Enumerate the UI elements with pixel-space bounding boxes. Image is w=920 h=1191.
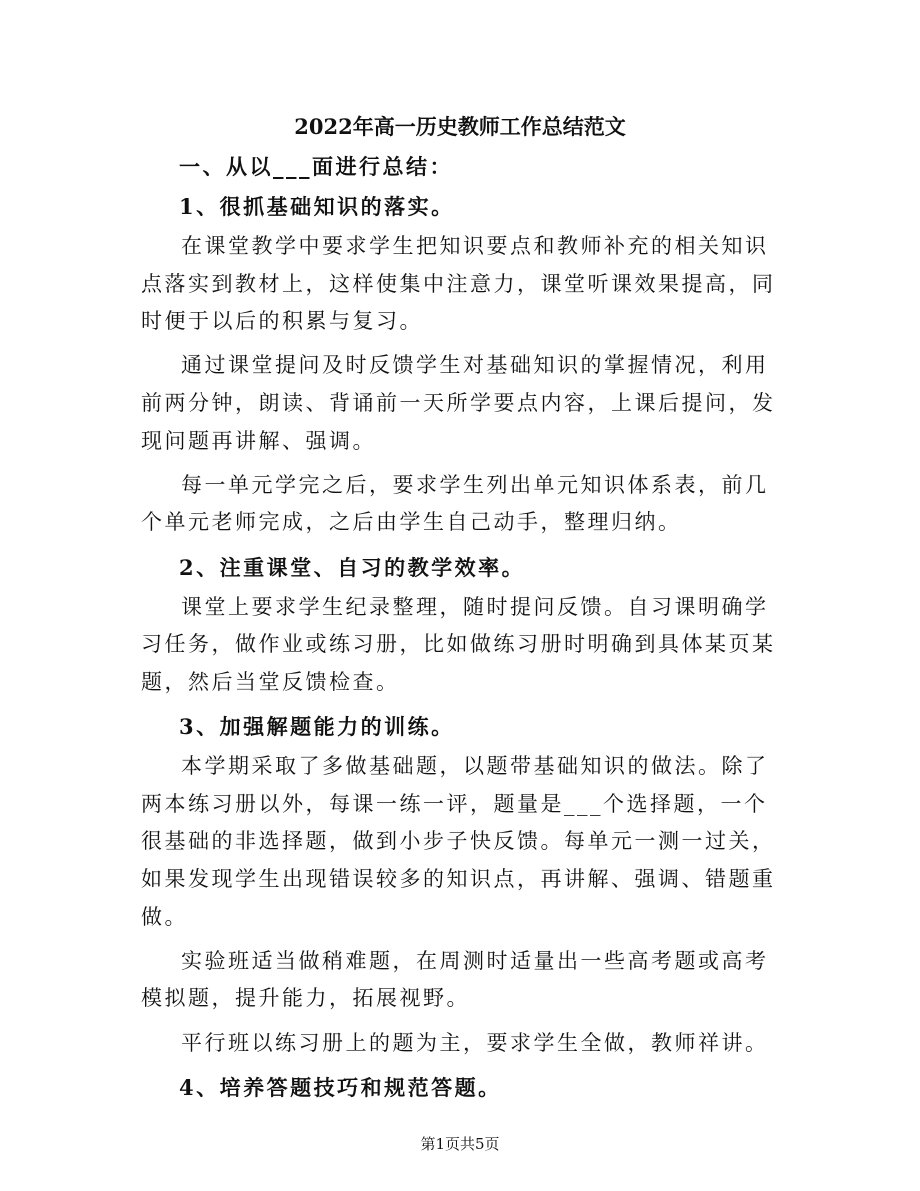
section-heading-overview: 一、从以___面进行总结： (179, 153, 453, 179)
paragraph: 课堂上要求学生纪录整理，随时提问反馈。自习课明确学习任务，做作业或练习册，比如做练习册时明确到具体某页某题，然后当堂反馈检查。 (141, 594, 776, 694)
section-heading-2: 2、注重课堂、自习的教学效率。 (179, 554, 526, 580)
paragraph: 通过课堂提问及时反馈学生对基础知识的掌握情况，利用前两分钟，朗读、背诵前一天所学要点内容，上课后提问，发现问题再讲解、强调。 (141, 353, 776, 453)
paragraph: 平行班以练习册上的题为主，要求学生全做，教师祥讲。 (181, 1030, 769, 1055)
section-heading-3: 3、加强解题能力的训练。 (179, 714, 455, 740)
document-title: 2022年高一历史教师工作总结范文 (294, 114, 626, 139)
page-number-footer: 第1页共5页 (420, 1135, 500, 1153)
paragraph: 实验班适当做稍难题，在周测时适量出一些高考题或高考模拟题，提升能力，拓展视野。 (141, 948, 769, 1011)
paragraph: 本学期采取了多做基础题，以题带基础知识的做法。除了两本练习册以外，每课一练一评，题量是___个选择题，一个很基础的非选择题，做到小步子快反馈。每单元一测一过关，如果发现学生出现错误较多的知识点，再讲解、强调、错题重做。 (141, 754, 776, 929)
section-heading-1: 1、很抓基础知识的落实。 (179, 193, 455, 219)
section-heading-4: 4、培养答题技巧和规范答题。 (179, 1074, 502, 1100)
document-body (141, 145, 781, 1109)
paragraph: 每一单元学完之后，要求学生列出单元知识体系表，前几个单元老师完成，之后由学生自己动手，整理归纳。 (141, 472, 769, 535)
paragraph: 在课堂教学中要求学生把知识要点和教师补充的相关知识点落实到教材上，这样使集中注意力，课堂听课效果提高，同时便于以后的积累与复习。 (141, 233, 776, 334)
